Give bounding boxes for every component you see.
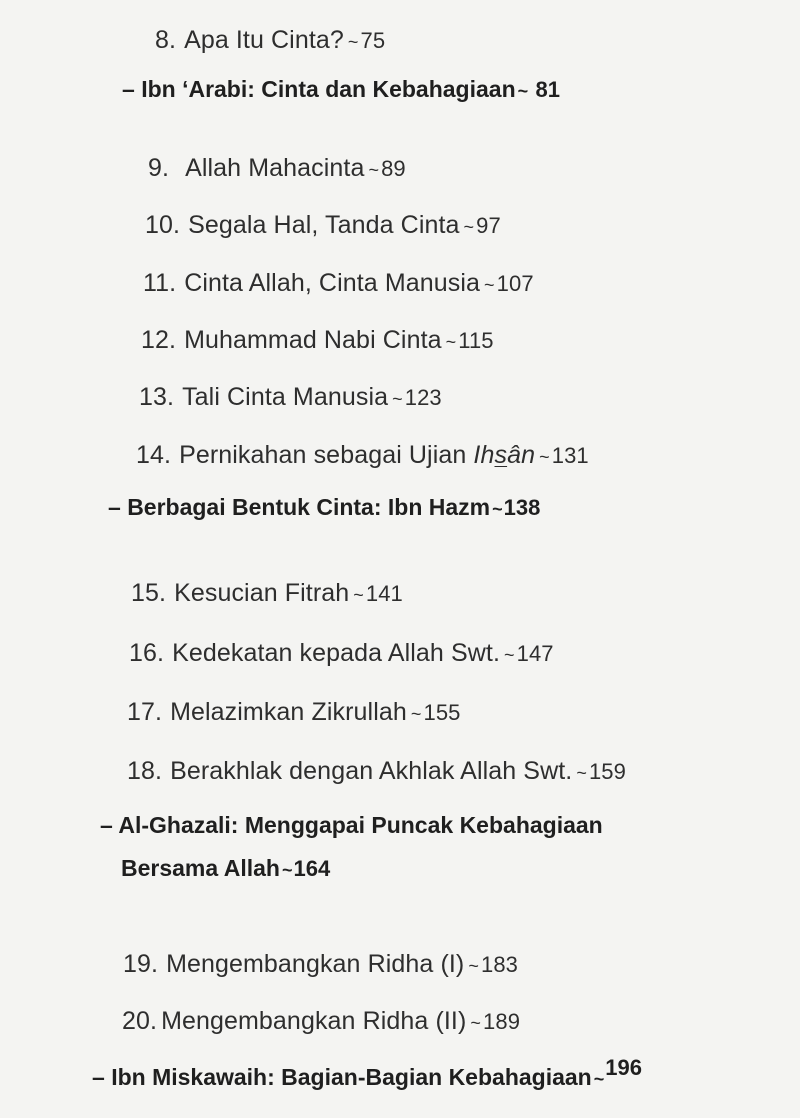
- page-number: 131: [551, 443, 589, 468]
- page-separator: ~: [468, 956, 479, 976]
- page-separator: ~: [576, 763, 587, 783]
- page-number: 141: [365, 581, 403, 606]
- page-separator: ~: [463, 217, 475, 237]
- page-separator: ~: [281, 860, 293, 880]
- entry-title: Tali Cinta Manusia: [182, 383, 389, 411]
- entry-number: 10.: [145, 211, 181, 239]
- entry-title: Kedekatan kepada Allah Swt.: [172, 639, 500, 667]
- page-separator: ~: [347, 32, 359, 52]
- entry-title: Berakhlak dengan Akhlak Allah Swt.: [170, 757, 573, 785]
- page-separator: ~: [445, 332, 457, 352]
- page-separator: ~: [492, 499, 503, 519]
- toc-entry-12: [141, 326, 494, 355]
- entry-number: 16.: [129, 639, 165, 667]
- section-title-line2: Bersama Allah: [121, 855, 280, 881]
- page-separator: ~: [353, 585, 364, 605]
- entry-number: 11.: [143, 269, 177, 297]
- section-title-line1: Al-Ghazali: Menggapai Puncak Kebahagiaan: [118, 812, 603, 838]
- entry-number: 14.: [136, 441, 172, 469]
- page-number: 97: [476, 213, 501, 238]
- entry-title-italic-s: s: [494, 441, 508, 469]
- toc-entry-11: [143, 269, 534, 298]
- page-number: 155: [423, 700, 461, 725]
- page-number: 147: [516, 641, 554, 666]
- entry-title: Melazimkan Zikrullah: [170, 698, 407, 726]
- page-separator: ~: [470, 1013, 482, 1033]
- section-dash: –: [100, 812, 113, 838]
- entry-number: 20.: [122, 1007, 158, 1035]
- entry-title: Kesucian Fitrah: [174, 579, 350, 607]
- entry-title: [179, 441, 535, 469]
- entry-number: 13.: [139, 383, 175, 411]
- entry-title: Allah Mahacinta: [185, 154, 365, 182]
- page-number: 164: [293, 856, 331, 881]
- page-number: 138: [503, 495, 541, 520]
- entry-number: 19.: [123, 950, 159, 978]
- toc-entry-16: [129, 639, 554, 668]
- section-dash: –: [92, 1064, 105, 1090]
- section-title: Ibn ‘Arabi: Cinta dan Kebahagiaan: [141, 76, 516, 102]
- entry-title: Mengembangkan Ridha (II): [161, 1007, 467, 1035]
- page-separator: ~: [410, 704, 422, 724]
- section-dash: –: [122, 76, 135, 102]
- entry-number: 8.: [155, 26, 177, 54]
- entry-title-text: Pernikahan sebagai Ujian: [179, 441, 474, 469]
- entry-number: 18.: [127, 757, 163, 785]
- page-separator: ~: [539, 447, 550, 467]
- toc-entry-19: [123, 950, 518, 979]
- entry-title-italic-h: Ih: [473, 441, 495, 469]
- page-separator: ~: [484, 275, 495, 295]
- section-dash: –: [108, 494, 121, 520]
- page-separator: ~: [593, 1069, 605, 1089]
- toc-entry-15: [131, 579, 403, 608]
- page-number: 189: [483, 1009, 521, 1034]
- page-number: 159: [588, 759, 626, 784]
- toc-section-ibn-arabi: [122, 76, 560, 103]
- toc-entry-13: [139, 383, 442, 412]
- toc-entry-18: [127, 757, 626, 786]
- toc-entry-14: [136, 441, 589, 470]
- toc-entry-9: [148, 154, 406, 183]
- entry-title: Segala Hal, Tanda Cinta: [188, 211, 460, 239]
- page-number: 115: [458, 328, 494, 353]
- toc-entry-20: [122, 1007, 520, 1036]
- entry-number: 15.: [131, 579, 167, 607]
- page-separator: ~: [392, 389, 403, 409]
- entry-title: Mengembangkan Ridha (I): [166, 950, 465, 978]
- toc-section-al-ghazali: [100, 812, 603, 839]
- toc-entry-8: [155, 26, 385, 55]
- toc-entry-17: [127, 698, 461, 727]
- entry-number: 17.: [127, 698, 163, 726]
- entry-title-italic-rest: ân: [507, 441, 536, 469]
- entry-number: 12.: [141, 326, 177, 354]
- page-separator: ~: [368, 160, 380, 180]
- page-number: 183: [480, 952, 518, 977]
- page-separator: ~: [517, 81, 529, 101]
- entry-number: 9.: [148, 154, 170, 182]
- toc-section-al-ghazali-cont: [121, 855, 330, 882]
- page-number: 89: [381, 156, 406, 181]
- entry-title: Cinta Allah, Cinta Manusia: [184, 269, 481, 297]
- toc-section-ibn-hazm: [108, 494, 540, 521]
- entry-title: Apa Itu Cinta?: [184, 26, 344, 54]
- page-number: 196: [605, 1055, 642, 1080]
- page-number: 81: [535, 77, 561, 102]
- page-number: 75: [360, 28, 386, 53]
- section-title: Berbagai Bentuk Cinta: Ibn Hazm: [127, 494, 491, 520]
- toc-section-ibn-miskawaih: [92, 1055, 642, 1091]
- toc-entry-10: [145, 211, 501, 240]
- page-number: 107: [496, 271, 534, 296]
- section-title: Ibn Miskawaih: Bagian-Bagian Kebahagiaan: [111, 1064, 592, 1090]
- page-number: 123: [404, 385, 442, 410]
- entry-title: Muhammad Nabi Cinta: [184, 326, 442, 354]
- page-separator: ~: [504, 645, 515, 665]
